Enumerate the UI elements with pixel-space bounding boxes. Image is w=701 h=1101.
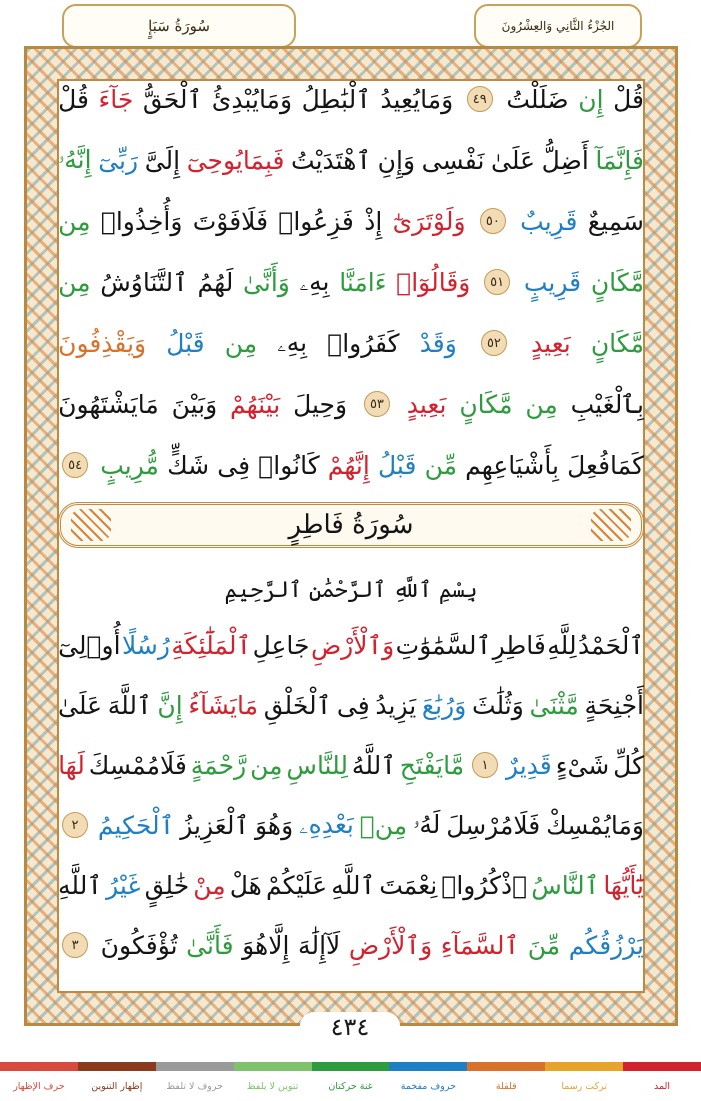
verse-line (58, 438, 644, 492)
surah-name: سُورَةُ سَبَإٍ (148, 17, 210, 35)
legend-color-swatch (0, 1062, 78, 1071)
ayah-number-marker: ٤٩ (467, 86, 493, 112)
quran-word: ٱلْمَلَٰٓئِكَةِ (171, 630, 252, 660)
quran-word: بَعِيدٍ (406, 389, 447, 419)
quran-word: بَعْدِهِۦ (299, 810, 354, 839)
quran-word: وَلَوْتَرَىٰٓ (392, 206, 466, 236)
quran-word: بِهِۦ (299, 267, 330, 296)
legend-label: حروف مفخمة (400, 1080, 456, 1092)
verse-line (58, 618, 644, 672)
quran-word: ٱلْحَمْدُ (578, 630, 644, 660)
quran-word: رُسُلًا (122, 630, 170, 660)
ayah-number-marker: ١ (472, 752, 498, 778)
quran-word: لِلنَّاسِ (286, 750, 348, 780)
verse-line (58, 133, 644, 187)
quran-word: قَرِيبٌ (520, 206, 578, 236)
ornament-left-icon (71, 509, 111, 541)
quran-word: سَمِيعٌ (587, 206, 644, 236)
quran-word: يَزِيدُ (375, 690, 417, 720)
legend-color-swatch (623, 1062, 701, 1071)
quran-word: جَاعِلِ (252, 630, 310, 660)
quran-word: نِعْمَتَ (379, 870, 438, 900)
quran-word: ٱلْبَٰطِلُ (301, 84, 371, 114)
quran-word: فَلَافَوْتَ (192, 206, 269, 236)
ornament-right-icon (591, 509, 631, 541)
quran-word: قَدِيرٌ (505, 750, 552, 780)
quran-word: وَرُبَٰعَ (421, 690, 467, 720)
legend-label: تركت رسما (561, 1080, 608, 1092)
quran-word: إِن (578, 84, 604, 114)
verse-line (58, 798, 644, 852)
legend-color-swatch (467, 1062, 545, 1071)
quran-word: وَثُلَٰثَ (471, 690, 524, 720)
quran-word: بِٱلْغَيْبِ (570, 389, 644, 419)
quran-word: ءَامَنَّا (339, 267, 387, 297)
quran-word: هَلْ (229, 870, 262, 900)
quran-word: ٱللَّهَ (107, 690, 152, 720)
basmala: بِسْمِ ٱللَّهِ ٱلرَّحْمَٰنِ ٱلرَّحِيمِ (224, 577, 478, 603)
quran-word: وَهُوَ (255, 810, 294, 840)
quran-word: بَيْنَهُمْ (230, 389, 281, 419)
quran-word: مَّايَفْتَحِ (399, 750, 465, 780)
quran-word: فَإِنَّمَآ (595, 145, 644, 175)
legend-color-swatch (78, 1062, 156, 1071)
quran-word: ٱلسَّمَآءِ (440, 930, 520, 960)
quran-word: فَاطِرِ (492, 630, 546, 660)
quran-word: ٱللَّهِ (331, 870, 376, 900)
quran-word: فَلَامُمْسِكَ (88, 750, 187, 780)
ayah-number-marker: ٥٤ (62, 452, 88, 478)
quran-word: ٱلْحَكِيمُ (97, 810, 175, 840)
quran-word: مُّرِيبٍ (100, 450, 159, 480)
quran-word: رَّحْمَةٍ (190, 750, 247, 780)
quran-word: عَلَىٰ (491, 145, 536, 175)
quran-word: يَرْزُقُكُم (568, 930, 644, 960)
verse-line (58, 255, 644, 309)
surah-title-band (58, 502, 644, 548)
quran-word: مِن (58, 267, 91, 297)
ayah-number-marker: ٥٣ (364, 391, 390, 417)
quran-word: أُو۟لِىٓ (58, 630, 121, 660)
legend-labels (0, 1071, 701, 1101)
legend-color-swatch (389, 1062, 467, 1071)
ayah-number-marker: ٥١ (484, 269, 510, 295)
quran-word: مِن (525, 389, 558, 419)
quran-word: مِن (224, 328, 258, 358)
quran-word: مِّنَ (527, 930, 561, 960)
quran-word: قَبْلُ (166, 328, 205, 358)
verse-line (58, 377, 644, 431)
legend-label: إظهار التنوين (91, 1080, 143, 1092)
quran-word: وَأَنَّىٰ (243, 267, 290, 297)
quran-word: وَأُخِذُوا۟ (100, 206, 183, 236)
quran-word: فِى (336, 690, 370, 720)
quran-word: فَبِمَايُوحِىٓ (186, 145, 285, 175)
juz-name: الجُزْءُ الثَّانِي وَالعِشْرُونَ (501, 19, 615, 33)
verse-line (58, 678, 644, 732)
juz-name-header (474, 4, 642, 48)
quran-word: ٱلْحَقُّ (142, 84, 203, 114)
verse-line (58, 316, 644, 370)
verse-line (58, 738, 644, 792)
quran-word: قُلْ (613, 84, 644, 114)
quran-word: وَإِنِ (377, 145, 416, 175)
ayah-number-marker: ٣ (62, 932, 88, 958)
quran-word: بِأَشْيَاعِهِم (465, 450, 559, 480)
quran-word: قَرِيبٍ (523, 267, 582, 297)
quran-word: قَبْلُ (377, 450, 417, 480)
quran-word: فِى (217, 450, 251, 480)
quran-word: وَٱلْأَرْضِ (310, 630, 395, 660)
legend-label: تنوين لا يلفظ (246, 1080, 299, 1092)
quran-word: أَضِلُّ (541, 145, 589, 175)
quran-word: مَّكَانٍ (590, 328, 644, 358)
quran-word: شَىْءٍ (555, 750, 610, 780)
quran-word: إِلَىَّ (144, 145, 181, 175)
quran-word: إِنَّهُمْ (327, 450, 370, 480)
quran-word: لِلَّهِ (547, 630, 577, 660)
quran-word: كَفَرُوا۟ (327, 328, 400, 358)
quran-word: وَقَالُوٓا۟ (396, 267, 471, 297)
quran-word: قُلْ (58, 84, 89, 114)
quran-word: ٱذْكُرُوا۟ (441, 870, 528, 900)
quran-word: بَعِيدٍ (531, 328, 571, 358)
quran-word: لَهُمُ (197, 267, 234, 297)
quran-word: ٱللَّهِ (58, 870, 102, 900)
quran-word: شَكٍّ (167, 450, 210, 480)
legend-label: قلقلة (495, 1080, 517, 1092)
quran-word: مِّن (424, 450, 457, 480)
legend-label: حروف لا تلفظ (166, 1080, 224, 1092)
legend-color-bars (0, 1062, 701, 1071)
quran-word: إِذْ (364, 206, 383, 236)
quran-word: مِن (250, 750, 283, 780)
ayah-number-marker: ٥٠ (480, 208, 506, 234)
quran-word: وَبَيْنَ (171, 389, 218, 419)
quran-word: وَحِيلَ (293, 389, 348, 419)
quran-word: ٱلتَّنَاوُشُ (100, 267, 188, 297)
quran-word: أَجْنِحَةٍ (584, 690, 644, 720)
legend-color-swatch (156, 1062, 234, 1071)
quran-word: مِنْ (193, 870, 226, 900)
quran-word: ٱلسَّمَٰوَٰتِ (395, 630, 492, 660)
quran-word: مَايَشَآءُ (188, 690, 259, 720)
quran-word: وَمَايُبْدِئُ (211, 84, 293, 114)
legend-label: المد (654, 1080, 671, 1092)
quran-word: فَأَنَّىٰ (186, 930, 234, 960)
quran-word: وَيَقْذِفُونَ (58, 328, 147, 358)
surah-title: سُورَةُ فَاطِرٍ (288, 510, 414, 540)
quran-word: وَٱلْأَرْضِ (348, 930, 433, 960)
basmala-line (58, 563, 644, 617)
quran-word: وَمَايُعِيدُ (380, 84, 454, 114)
quran-word: لَآإِلَٰهَ (298, 930, 341, 960)
quran-word: غَيْرُ (106, 870, 141, 900)
quran-word: يَٰٓأَيُّهَا (603, 870, 644, 900)
quran-word: رَبِّىٓ (98, 145, 139, 175)
legend-color-swatch (234, 1062, 312, 1071)
legend-label: حرف الإظهار (13, 1080, 65, 1092)
quran-word: ٱهْتَدَيْتُ (291, 145, 372, 175)
quran-word: عَلَىٰ (58, 690, 103, 720)
quran-word: جَآءَ (98, 84, 134, 114)
quran-word: نَفْسِى (421, 145, 485, 175)
verse-line (58, 858, 644, 912)
quran-word: كَمَافُعِلَ (567, 450, 644, 480)
legend-color-swatch (312, 1062, 390, 1071)
page-number: ٤٣٤ (300, 1012, 400, 1042)
quran-word: فَزِعُوا۟ (278, 206, 354, 236)
quran-word: ٱلنَّاسُ (531, 870, 600, 900)
quran-word: إِلَّاهُوَ (242, 930, 290, 960)
quran-word: كُلِّ (613, 750, 644, 780)
quran-word: وَقَدْ (419, 328, 457, 358)
quran-word: لَهُۥ (413, 810, 441, 839)
quran-word: إِنَّهُۥ (58, 145, 92, 174)
quran-word: ٱللَّهُ (351, 750, 396, 780)
quran-word: وَمَايُمْسِكْ (546, 810, 644, 840)
quran-word: كَانُوا۟ (258, 450, 320, 480)
tajweed-legend (0, 1062, 701, 1101)
quran-word: عَلَيْكُمْ (265, 870, 328, 900)
quran-word: تُؤْفَكُونَ (100, 930, 178, 960)
quran-word: مَّكَانٍ (590, 267, 644, 297)
legend-label: غنة حركتان (328, 1080, 373, 1092)
quran-word: إِنَّ (157, 690, 183, 720)
quran-word: ضَلَلْتُ (506, 84, 569, 114)
quran-word: فَلَامُرْسِلَ (446, 810, 541, 840)
quran-word: مِن (58, 206, 91, 236)
ayah-number-marker: ٢ (62, 812, 88, 838)
quran-word: مَّثْنَىٰ (529, 690, 579, 720)
verse-line (58, 918, 644, 972)
quran-word: بِهِۦ (277, 328, 308, 357)
quran-word: مَايَشْتَهُونَ (58, 389, 159, 419)
ayah-number-marker: ٥٢ (481, 330, 507, 356)
quran-word: ٱلْخَلْقِ (263, 690, 332, 720)
quran-word: مِنۢ (359, 810, 408, 840)
quran-word: ٱلْعَزِيزُ (180, 810, 250, 840)
verse-line (58, 72, 644, 126)
quran-word: خَٰلِقٍ (144, 870, 190, 900)
verse-line (58, 194, 644, 248)
quran-word: لَهَا (58, 750, 85, 780)
surah-name-header (62, 4, 296, 48)
quran-word: مَّكَانٍ (459, 389, 513, 419)
legend-color-swatch (545, 1062, 623, 1071)
